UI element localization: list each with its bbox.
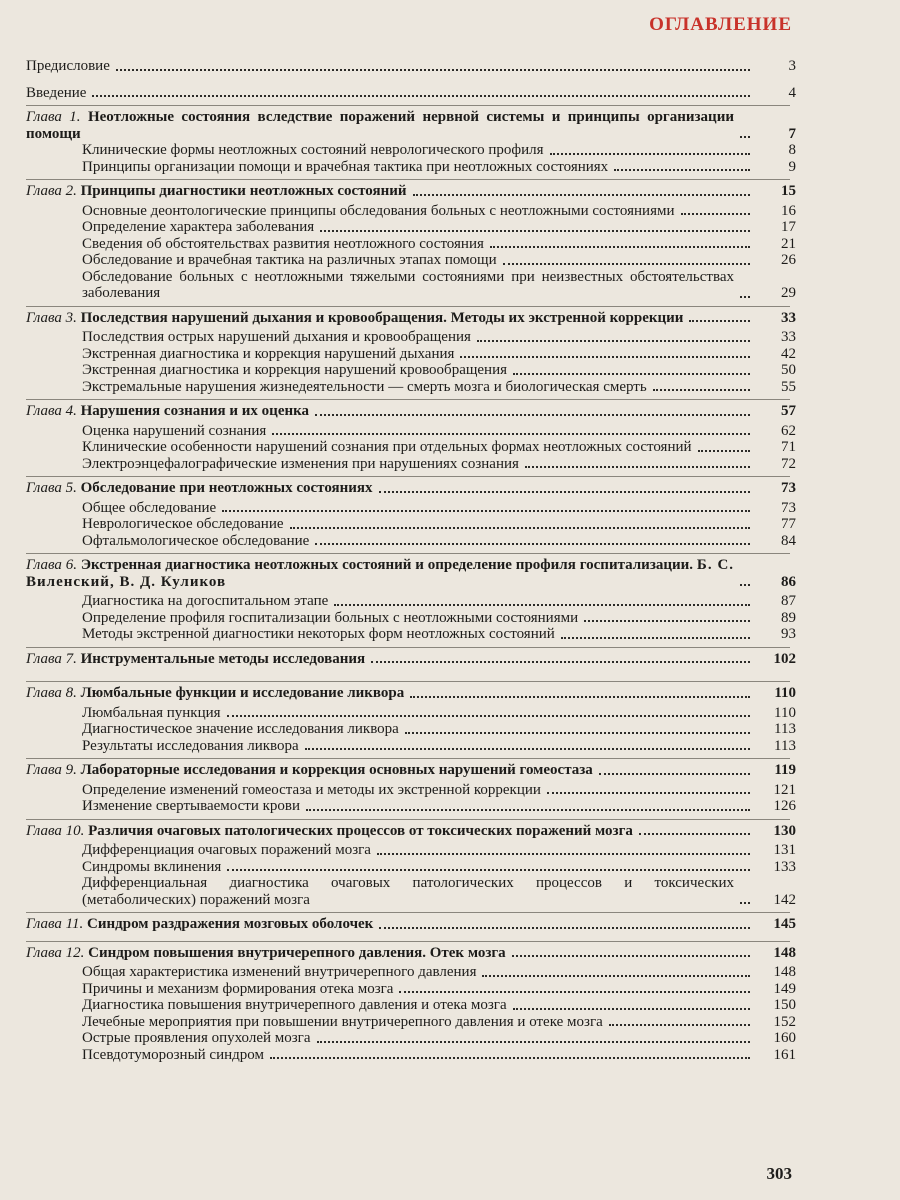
dot-leader <box>513 373 750 375</box>
toc-page-number: 93 <box>781 626 796 642</box>
toc-page-number: 16 <box>781 202 796 219</box>
toc-page-number: 113 <box>774 721 796 737</box>
toc-entry-label: Определение изменений гомеостаза и методы их экстренной коррекции <box>82 782 545 799</box>
dot-leader <box>290 527 750 529</box>
toc-entry-label: Общее обследование <box>82 500 220 517</box>
chapter-number: Глава 4. <box>26 403 77 419</box>
dot-leader <box>371 661 750 663</box>
dot-leader <box>315 543 750 545</box>
chapter-title: Синдром раздражения мозговых оболочек <box>87 916 374 932</box>
toc-entry-label: Общая характеристика изменений внутричерепного давления <box>82 964 480 981</box>
toc-subentry <box>26 142 796 159</box>
dot-leader <box>410 696 750 698</box>
toc-entry-label: Клинические формы неотложных состояний неврологического профиля <box>82 142 548 159</box>
toc-subentry <box>26 252 796 269</box>
dot-leader <box>490 246 750 248</box>
toc-page-number: 150 <box>773 997 796 1013</box>
dot-leader <box>460 356 750 358</box>
chapter-heading <box>26 823 796 840</box>
dot-leader <box>272 433 750 435</box>
toc-entry-label: Диагностика повышения внутричерепного давления и отека мозга <box>82 997 511 1014</box>
divider <box>26 399 790 400</box>
toc-page-number: 142 <box>773 891 796 908</box>
dot-leader <box>116 69 750 71</box>
chapter-authors: Б. С. Виленский, В. Д. Куликов <box>26 557 735 590</box>
toc-page-number: 55 <box>781 378 796 395</box>
toc-page-number: 149 <box>773 980 796 997</box>
toc-page-number: 73 <box>781 499 796 516</box>
toc-page-number: 17 <box>781 219 796 235</box>
chapter-number: Глава 3. <box>26 309 77 326</box>
toc-entry-label: Электроэнцефалографические изменения при нарушениях сознания <box>82 456 523 473</box>
chapter-title: Последствия нарушений дыхания и кровообращения. Методы их экстренной коррекции <box>80 309 684 326</box>
toc-entry-label: Обследование больных с неотложными тяжелыми состояниями при неизвестных обстоятельствах заболевания <box>82 269 738 302</box>
dot-leader <box>379 927 750 929</box>
toc-page-number: 21 <box>781 235 796 252</box>
chapter-title: Люмбальные функции и исследование ликвора <box>80 685 405 701</box>
toc-page-number: 131 <box>773 842 796 858</box>
dot-leader <box>681 213 751 215</box>
toc-entry-label: Принципы организации помощи и врачебная тактика при неотложных состояниях <box>82 159 612 176</box>
dot-leader <box>320 230 750 232</box>
divider <box>26 553 790 554</box>
chapter-heading <box>26 685 796 702</box>
dot-leader <box>377 853 750 855</box>
toc-entry-label: Основные деонтологические принципы обследования больных с неотложными состояниями <box>82 203 679 220</box>
chapter-heading <box>26 403 796 420</box>
dot-leader <box>547 792 750 794</box>
dot-leader <box>740 902 750 904</box>
toc-subentry <box>26 1014 796 1031</box>
chapter-number: Глава 7. <box>26 650 77 667</box>
dot-leader <box>584 620 750 622</box>
toc-subentry <box>26 159 796 176</box>
divider <box>26 306 790 307</box>
toc-entry-label: Дифференциация очаговых поражений мозга <box>82 842 375 859</box>
chapter-title: Экстренная диагностика неотложных состояний и определение профиля госпитализации. <box>80 557 694 573</box>
toc-page-number: 110 <box>774 704 796 721</box>
toc-entry-label: Сведения об обстоятельствах развития неотложного состояния <box>82 236 488 253</box>
toc-subentry <box>26 997 796 1014</box>
chapter-title: Принципы диагностики неотложных состояний <box>80 183 407 199</box>
toc-entry-label: Введение <box>26 85 90 102</box>
chapter-heading <box>26 183 796 200</box>
toc-page-number: 72 <box>781 455 796 472</box>
toc-subentry <box>26 500 796 517</box>
dot-leader <box>740 136 750 138</box>
toc-entry-label: Результаты исследования ликвора <box>82 738 303 755</box>
toc-subentry <box>26 875 796 908</box>
toc-subentry <box>26 236 796 253</box>
toc-page-number: 71 <box>781 439 796 455</box>
toc-subentry <box>26 721 796 738</box>
toc-entry-label: Определение профиля госпитализации больных с неотложными состояниями <box>82 610 582 627</box>
chapter-number: Глава 5. <box>26 480 77 496</box>
toc-subentry <box>26 533 796 550</box>
toc-subentry <box>26 964 796 981</box>
dot-leader <box>334 604 750 606</box>
toc-page-number: 161 <box>773 1046 796 1063</box>
divider <box>26 105 790 106</box>
toc-page-number: 89 <box>781 609 796 626</box>
toc-page-number: 57 <box>781 403 796 419</box>
chapter-heading <box>26 109 796 142</box>
toc-page-number: 152 <box>773 1013 796 1030</box>
toc-page-number: 113 <box>774 737 796 754</box>
toc-page-number: 62 <box>781 422 796 439</box>
chapter-number: Глава 12. <box>26 944 85 961</box>
toc-entry-label: Экстренная диагностика и коррекция нарушений кровообращения <box>82 362 511 379</box>
toc-subentry <box>26 798 796 815</box>
chapter-title: Обследование при неотложных состояниях <box>80 480 373 496</box>
chapter-title: Лабораторные исследования и коррекция основных нарушений гомеостаза <box>80 762 593 778</box>
toc-page-number: 73 <box>781 480 796 496</box>
chapter-heading <box>26 310 796 327</box>
toc-subentry <box>26 1030 796 1047</box>
divider <box>26 476 790 477</box>
dot-leader <box>270 1057 750 1059</box>
dot-leader <box>305 748 750 750</box>
toc-entry-label: Экстремальные нарушения жизнедеятельности — смерть мозга и биологическая смерть <box>82 379 651 396</box>
toc-subentry <box>26 705 796 722</box>
dot-leader <box>405 732 750 734</box>
page-title: ОГЛАВЛЕНИЕ <box>649 14 792 35</box>
toc-entry-label: Офтальмологическое обследование <box>82 533 313 550</box>
dot-leader <box>317 1041 751 1043</box>
chapter-title: Различия очаговых патологических процессов от токсических поражений мозга <box>88 822 633 839</box>
toc-page-number: 102 <box>773 650 796 667</box>
page-number: 303 <box>766 1164 792 1183</box>
dot-leader <box>92 95 750 97</box>
chapter-title: Инструментальные методы исследования <box>80 650 366 667</box>
toc-entry-preface <box>26 58 796 75</box>
divider <box>26 179 790 180</box>
dot-leader <box>561 637 750 639</box>
toc-subentry <box>26 329 796 346</box>
toc-subentry <box>26 593 796 610</box>
dot-leader <box>550 153 750 155</box>
toc-page-number: 26 <box>781 252 796 268</box>
chapter-heading <box>26 945 796 962</box>
toc-entry-label: Острые проявления опухолей мозга <box>82 1030 315 1047</box>
toc-page-number: 84 <box>781 532 796 549</box>
toc-page-number: 133 <box>773 858 796 875</box>
chapter-number: Глава 11. <box>26 916 84 932</box>
toc-entry-label: Последствия острых нарушений дыхания и кровообращения <box>82 329 475 346</box>
divider <box>26 681 790 682</box>
chapter-number: Глава 1. <box>26 109 81 125</box>
chapter-number: Глава 10. <box>26 822 85 839</box>
toc-page-number: 77 <box>781 516 796 532</box>
toc-subentry <box>26 346 796 363</box>
chapter-heading <box>26 480 796 497</box>
toc-entry-label: Методы экстренной диагностики некоторых форм неотложных состояний <box>82 626 559 643</box>
toc-subentry <box>26 423 796 440</box>
toc-page-number: 7 <box>788 125 796 142</box>
divider <box>26 647 790 648</box>
toc-subentry <box>26 362 796 379</box>
divider <box>26 941 790 942</box>
toc-page-number: 15 <box>781 183 796 199</box>
chapter-title: Неотложные состояния вследствие поражений нервной системы и принципы организации помощи <box>26 109 734 142</box>
toc-subentry <box>26 219 796 236</box>
toc-entry-label: Обследование и врачебная тактика на различных этапах помощи <box>82 252 501 269</box>
toc-subentry <box>26 456 796 473</box>
toc-entry-label: Псевдотуморозный синдром <box>82 1047 268 1064</box>
dot-leader <box>513 1008 750 1010</box>
dot-leader <box>599 773 750 775</box>
toc-entry-label: Экстренная диагностика и коррекция нарушений дыхания <box>82 346 458 363</box>
toc-page-number: 160 <box>773 1030 796 1046</box>
dot-leader <box>227 869 750 871</box>
dot-leader <box>503 263 750 265</box>
toc-entry-label: Оценка нарушений сознания <box>82 423 270 440</box>
toc-entry-label: Дифференциальная диагностика очаговых патологических процессов и токсических (метаболических) поражений мозга <box>82 875 738 908</box>
chapter-title: Нарушения сознания и их оценка <box>80 403 310 419</box>
dot-leader <box>609 1024 750 1026</box>
toc-page-number: 126 <box>773 798 796 814</box>
dot-leader <box>222 510 750 512</box>
toc-entry-label: Клинические особенности нарушений сознания при отдельных формах неотложных состояний <box>82 439 696 456</box>
toc-subentry <box>26 203 796 220</box>
toc-subentry <box>26 626 796 643</box>
divider <box>26 912 790 913</box>
table-of-contents <box>26 58 796 1063</box>
toc-subentry <box>26 516 796 533</box>
chapter-heading <box>26 916 796 933</box>
toc-entry-label: Лечебные мероприятия при повышении внутричерепного давления и отеке мозга <box>82 1014 607 1031</box>
toc-page-number: 3 <box>788 58 796 74</box>
dot-leader <box>639 833 750 835</box>
dot-leader <box>482 975 750 977</box>
dot-leader <box>740 584 750 586</box>
dot-leader <box>653 389 750 391</box>
dot-leader <box>399 991 750 993</box>
toc-page-number: 86 <box>781 573 796 590</box>
chapter-number: Глава 9. <box>26 762 77 778</box>
dot-leader <box>740 296 750 298</box>
toc-page-number: 50 <box>781 362 796 378</box>
toc-entry-label: Неврологическое обследование <box>82 516 288 533</box>
divider <box>26 819 790 820</box>
toc-subentry <box>26 859 796 876</box>
toc-entry-label: Диагностическое значение исследования ликвора <box>82 721 403 738</box>
toc-page-number: 148 <box>773 944 796 961</box>
toc-page-number: 87 <box>781 593 796 609</box>
dot-leader <box>413 194 750 196</box>
dot-leader <box>306 809 750 811</box>
chapter-heading <box>26 651 796 668</box>
chapter-number: Глава 2. <box>26 183 77 199</box>
toc-page-number: 148 <box>773 964 796 980</box>
toc-entry-label: Синдромы вклинения <box>82 859 225 876</box>
toc-page-number: 8 <box>788 142 796 158</box>
divider <box>26 758 790 759</box>
chapter-heading <box>26 557 796 590</box>
toc-page-number: 33 <box>781 329 796 345</box>
dot-leader <box>512 955 750 957</box>
dot-leader <box>379 491 750 493</box>
toc-entry-label: Изменение свертываемости крови <box>82 798 304 815</box>
toc-subentry <box>26 738 796 755</box>
dot-leader <box>525 466 750 468</box>
toc-subentry <box>26 1047 796 1064</box>
toc-entry-label: Причины и механизм формирования отека мозга <box>82 981 397 998</box>
toc-entry-label: Определение характера заболевания <box>82 219 318 236</box>
toc-entry-label: Диагностика на догоспитальном этапе <box>82 593 332 610</box>
toc-page-number: 9 <box>788 158 796 175</box>
dot-leader <box>614 169 750 171</box>
chapter-heading <box>26 762 796 779</box>
toc-subentry <box>26 981 796 998</box>
toc-subentry <box>26 610 796 627</box>
dot-leader <box>698 450 750 452</box>
toc-page-number: 110 <box>774 685 796 701</box>
toc-page-number: 33 <box>781 309 796 326</box>
toc-page-number: 42 <box>781 345 796 362</box>
toc-subentry <box>26 379 796 396</box>
toc-page-number: 119 <box>774 762 796 778</box>
toc-subentry <box>26 439 796 456</box>
toc-entry-label: Предисловие <box>26 58 114 75</box>
toc-subentry <box>26 269 796 302</box>
toc-subentry <box>26 782 796 799</box>
toc-page-number: 130 <box>773 822 796 839</box>
toc-subentry <box>26 842 796 859</box>
dot-leader <box>227 715 750 717</box>
toc-entry-introduction <box>26 85 796 102</box>
toc-entry-label: Люмбальная пункция <box>82 705 225 722</box>
chapter-number: Глава 8. <box>26 685 77 701</box>
chapter-number: Глава 6. <box>26 557 77 573</box>
dot-leader <box>689 320 750 322</box>
dot-leader <box>477 340 750 342</box>
toc-page-number: 145 <box>773 916 796 932</box>
toc-page-number: 121 <box>773 781 796 798</box>
chapter-title: Синдром повышения внутричерепного давления. Отек мозга <box>88 944 506 961</box>
dot-leader <box>315 414 750 416</box>
toc-page-number: 29 <box>781 285 796 301</box>
toc-page-number: 4 <box>788 84 796 101</box>
